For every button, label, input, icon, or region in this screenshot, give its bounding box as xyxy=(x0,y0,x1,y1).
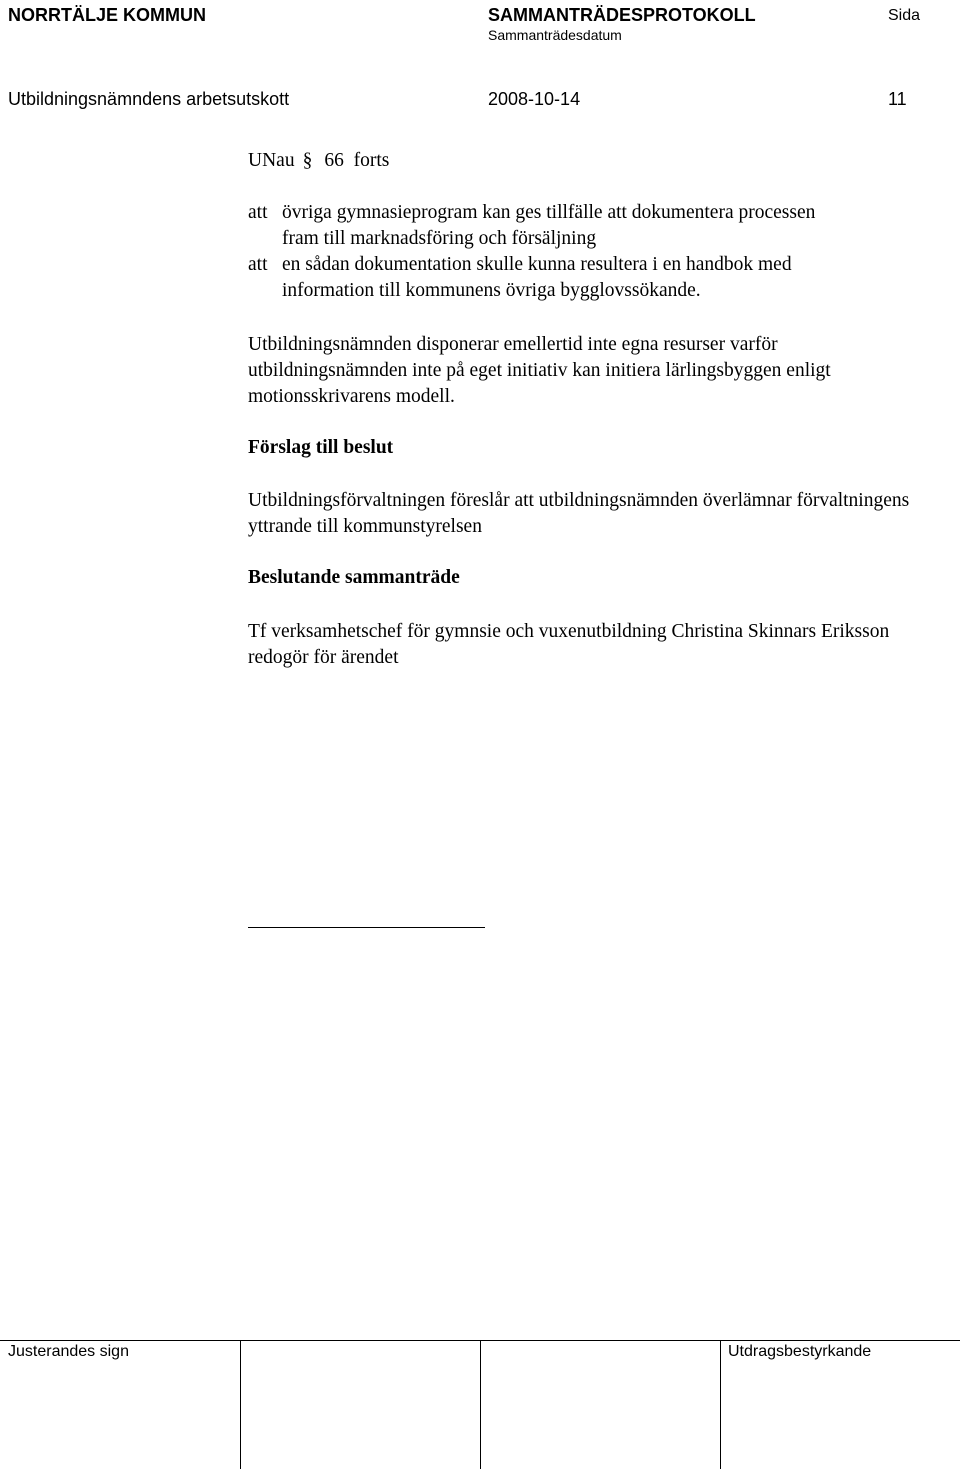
utdragsbestyrkande-label: Utdragsbestyrkande xyxy=(728,1343,872,1360)
heading-meeting: Beslutande sammanträde xyxy=(248,567,460,588)
meeting-date: 2008-10-14 xyxy=(488,89,581,109)
section-symbol: § xyxy=(302,150,313,171)
body-paragraph: Tf verksamhetschef för gymnsie och vuxenutbildning Christina Skinnars Eriksson redogör för ärendet xyxy=(248,621,890,668)
page-label: Sida xyxy=(888,7,921,24)
body-paragraph: Utbildningsnämnden disponerar emellertid inte egna resurser varför utbildningsnämnden inte på eget initiativ kan initiera lärlingsbyggen enligt motionsskrivarens modell. xyxy=(248,334,831,407)
att-clause xyxy=(248,202,815,224)
section-number: 66 xyxy=(324,150,344,171)
section-suffix: forts xyxy=(353,150,390,171)
page-number: 11 xyxy=(888,89,907,109)
att-clause-text: en sådan dokumentation skulle kunna resultera i en handbok med xyxy=(282,254,792,275)
att-keyword: att xyxy=(248,202,268,223)
att-clause-continuation: information till kommunens övriga bygglovssökande. xyxy=(282,280,701,301)
att-keyword: att xyxy=(248,254,268,275)
att-clause-continuation: fram till marknadsföring och försäljning xyxy=(282,228,597,249)
committee-name: Utbildningsnämndens arbetsutskott xyxy=(8,89,290,109)
section-prefix: UNau xyxy=(248,150,295,171)
justerandes-sign-label: Justerandes sign xyxy=(8,1343,129,1360)
organization-name: NORRTÄLJE KOMMUN xyxy=(8,5,206,25)
att-clause xyxy=(248,254,792,276)
att-clause-text: övriga gymnasieprogram kan ges tillfälle att dokumentera processen xyxy=(282,202,816,223)
heading-proposal: Förslag till beslut xyxy=(248,437,394,458)
footer-column-divider xyxy=(480,1340,481,1469)
meeting-date-label: Sammanträdesdatum xyxy=(488,27,622,43)
section-reference xyxy=(248,150,389,172)
signature-line xyxy=(248,927,485,928)
body-paragraph: Utbildningsförvaltningen föreslår att utbildningsnämnden överlämnar förvaltningens yttrande till kommunstyrelsen xyxy=(248,490,910,537)
footer-column-divider xyxy=(720,1340,721,1469)
footer-column-divider xyxy=(240,1340,241,1469)
document-title: SAMMANTRÄDESPROTOKOLL xyxy=(488,5,756,25)
